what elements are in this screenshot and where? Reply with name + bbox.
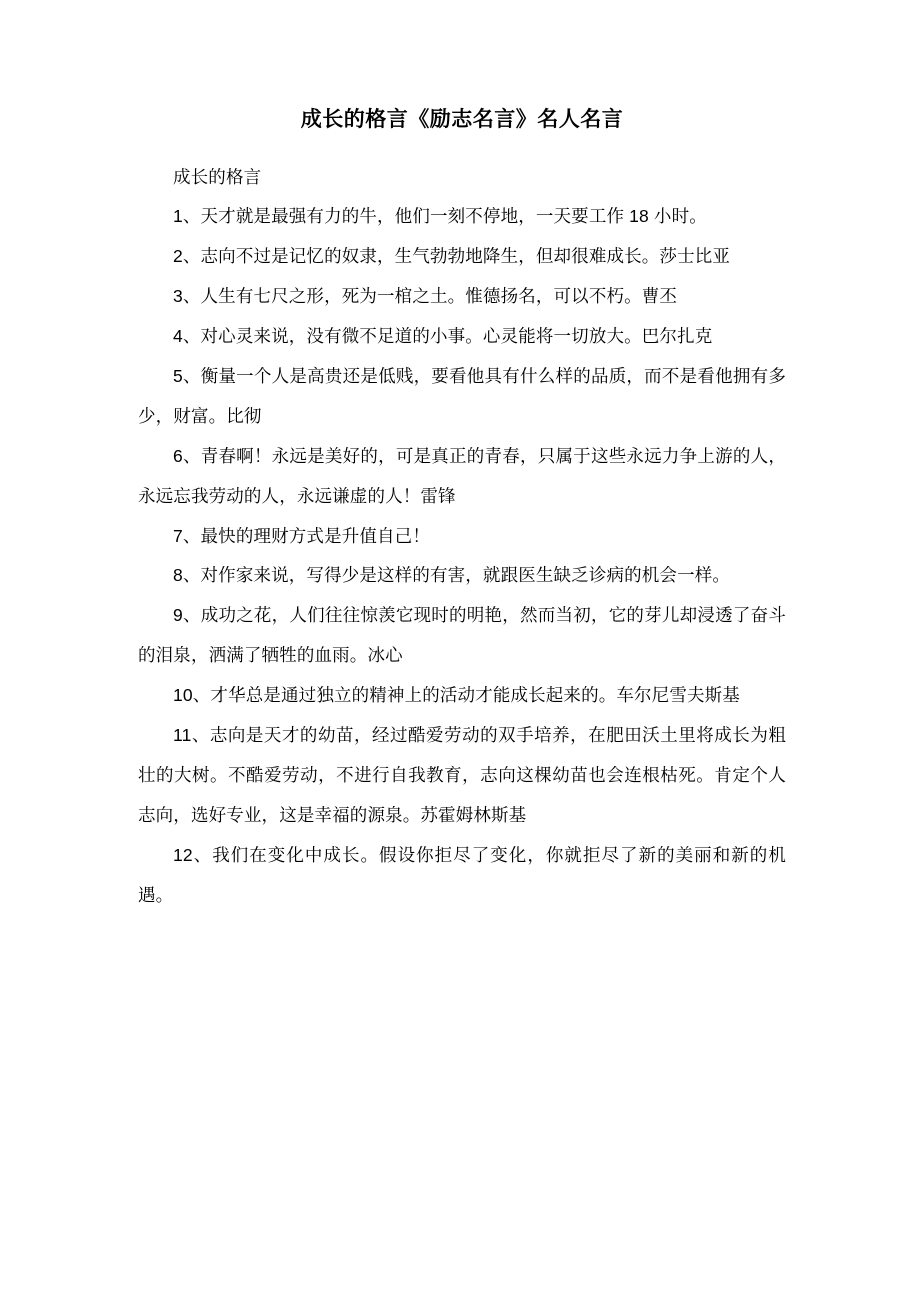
quote-item-12: 12、我们在变化中成长。假设你拒尽了变化，你就拒尽了新的美丽和新的机遇。 [138, 844, 786, 905]
quote-item-6: 6、青春啊！永远是美好的，可是真正的青春，只属于这些永远力争上游的人，永远忘我劳动的人，永远谦虚的人！雷锋 [138, 445, 786, 506]
quote-item-3: 3、人生有七尺之形，死为一棺之土。惟德扬名，可以不朽。曹丕 [173, 286, 678, 307]
document-body [138, 104, 786, 915]
quote-item-5: 5、衡量一个人是高贵还是低贱，要看他具有什么样的品质，而不是看他拥有多少，财富。比彻 [138, 365, 786, 426]
quote-item-4: 4、对心灵来说，没有微不足道的小事。心灵能将一切放大。巴尔扎克 [173, 326, 713, 347]
quote-item-2: 2、志向不过是记忆的奴隶，生气勃勃地降生，但却很难成长。莎士比亚 [173, 246, 731, 267]
quote-item-10: 10、才华总是通过独立的精神上的活动才能成长起来的。车尔尼雪夫斯基 [173, 685, 740, 706]
quote-item-7: 7、最快的理财方式是升值自己！ [173, 525, 430, 546]
quote-item-8: 8、对作家来说，写得少是这样的有害，就跟医生缺乏诊病的机会一样。 [173, 565, 731, 586]
quote-item-11: 11、志向是天才的幼苗，经过酷爱劳动的双手培养，在肥田沃土里将成长为粗壮的大树。不酷爱劳动，不进行自我教育，志向这棵幼苗也会连根枯死。肯定个人志向，选好专业，这是幸福的源泉。苏霍姆林斯基 [138, 724, 786, 825]
document-subtitle: 成长的格言 [173, 166, 262, 187]
quote-item-9: 9、成功之花，人们往往惊羡它现时的明艳，然而当初，它的芽儿却浸透了奋斗的泪泉，洒满了牺牲的血雨。冰心 [138, 605, 786, 666]
quote-item-1: 1、天才就是最强有力的牛，他们一刻不停地，一天要工作 18 小时。 [173, 206, 707, 227]
page-title: 成长的格言《励志名言》名人名言 [300, 108, 624, 131]
